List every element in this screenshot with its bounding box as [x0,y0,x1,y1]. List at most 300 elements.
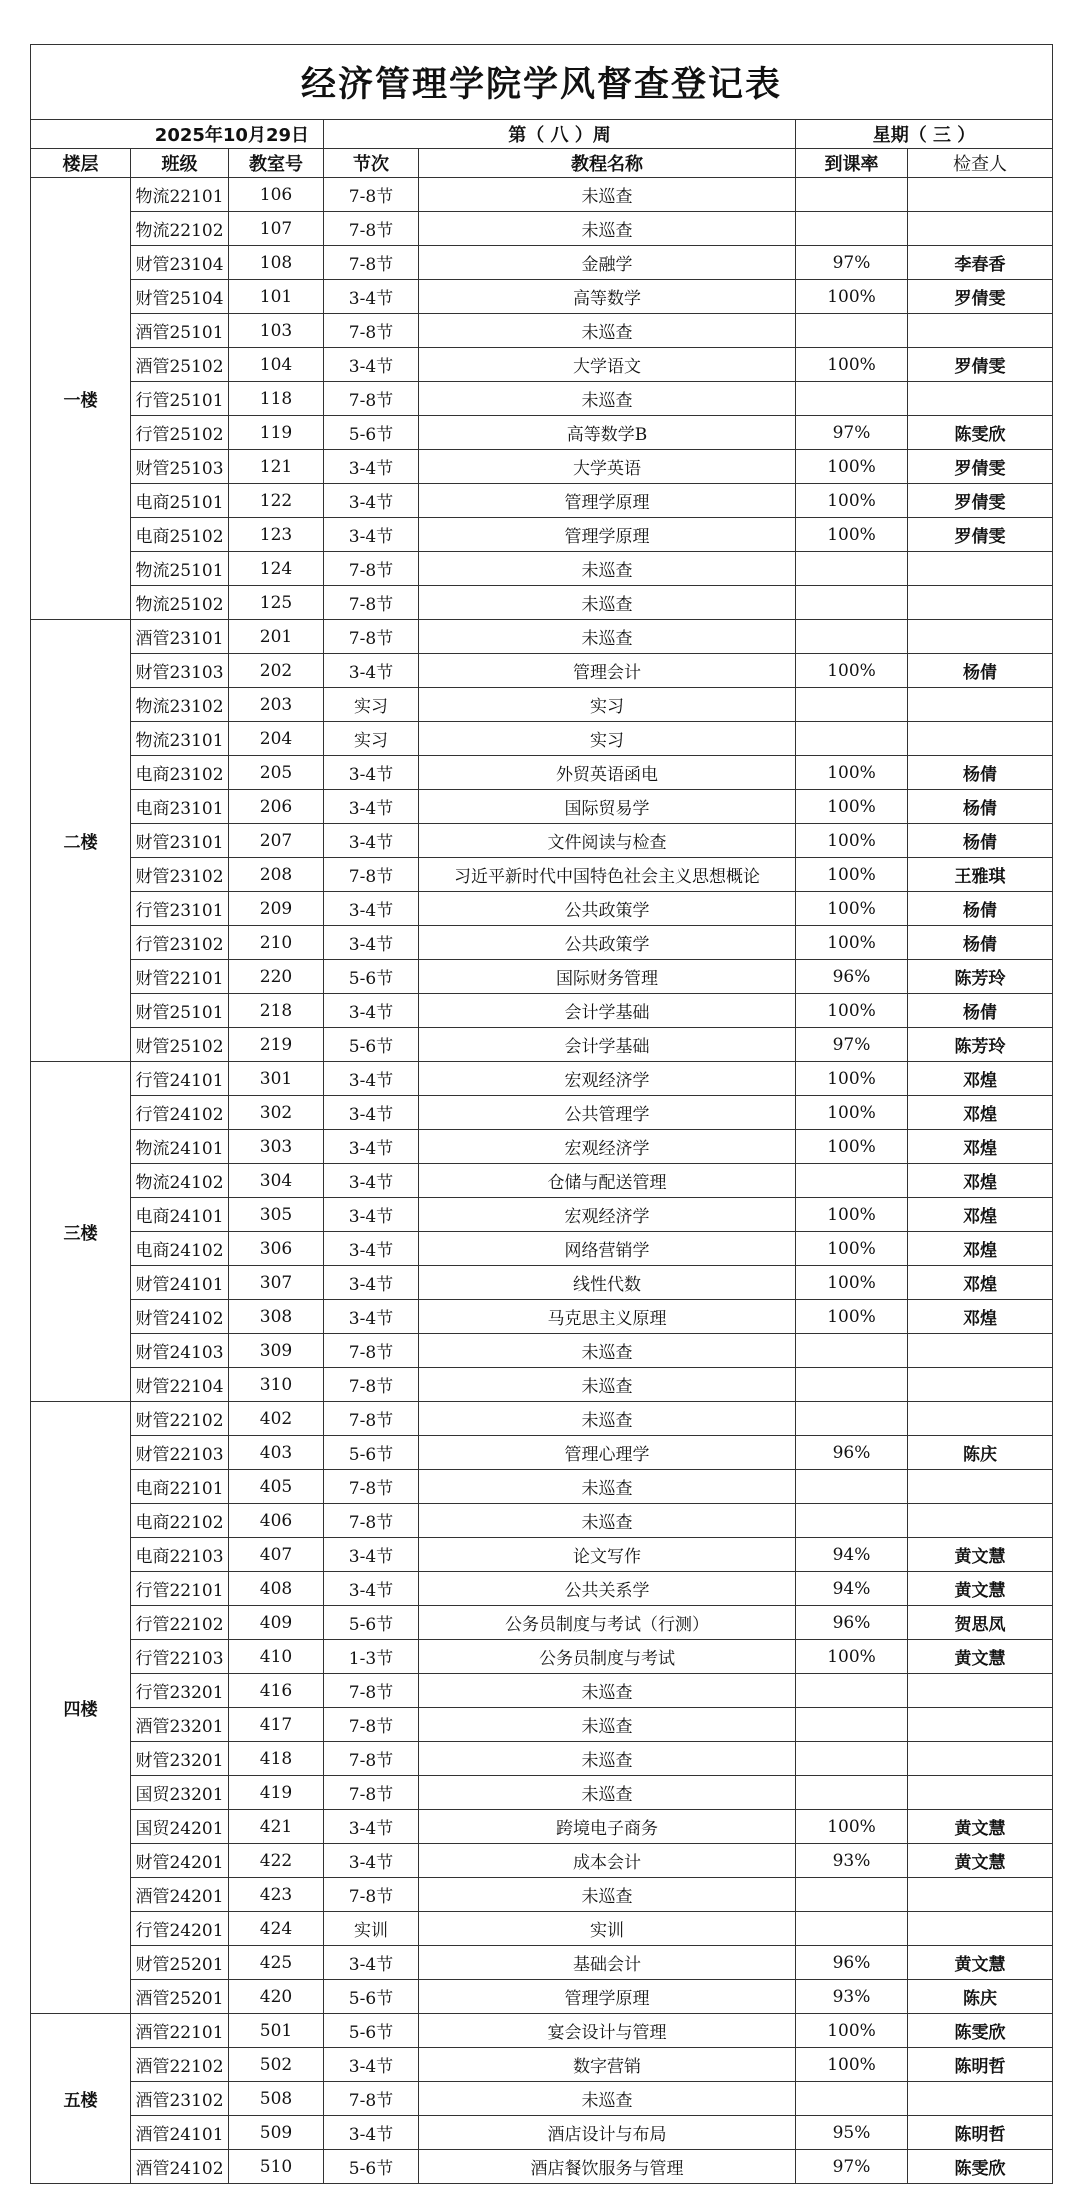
inspector-cell: 杨倩 [908,994,1053,1028]
attendance-cell: 96% [796,960,908,994]
room-cell: 125 [229,586,324,620]
class-cell: 财管23103 [131,654,229,688]
class-cell: 行管23201 [131,1674,229,1708]
attendance-cell [796,620,908,654]
inspector-cell [908,1402,1053,1436]
room-cell: 210 [229,926,324,960]
table-row [31,2014,1053,2048]
period-cell: 3-4节 [324,1198,419,1232]
period-cell: 3-4节 [324,2116,419,2150]
class-cell: 财管22103 [131,1436,229,1470]
table-row [31,790,1053,824]
table-row [31,994,1053,1028]
table-row [31,1810,1053,1844]
class-cell: 财管24201 [131,1844,229,1878]
attendance-cell: 100% [796,2048,908,2082]
inspection-table [30,44,1053,2184]
room-cell: 309 [229,1334,324,1368]
period-cell: 3-4节 [324,1130,419,1164]
inspector-cell [908,1708,1053,1742]
period-cell: 3-4节 [324,1810,419,1844]
class-cell: 财管22102 [131,1402,229,1436]
table-row [31,620,1053,654]
room-cell: 303 [229,1130,324,1164]
attendance-cell: 100% [796,518,908,552]
table-row [31,382,1053,416]
table-row [31,1912,1053,1946]
attendance-cell: 93% [796,1980,908,2014]
attendance-cell [796,212,908,246]
inspector-cell: 黄文慧 [908,1844,1053,1878]
period-cell: 3-4节 [324,1164,419,1198]
period-cell: 3-4节 [324,1572,419,1606]
attendance-cell [796,1674,908,1708]
floor-cell: 四楼 [31,1402,131,2014]
class-cell: 财管25104 [131,280,229,314]
room-cell: 208 [229,858,324,892]
course-cell: 外贸英语函电 [419,756,796,790]
room-cell: 104 [229,348,324,382]
room-cell: 218 [229,994,324,1028]
attendance-cell: 93% [796,1844,908,1878]
attendance-cell: 100% [796,1640,908,1674]
course-cell: 未巡查 [419,1470,796,1504]
class-cell: 财管25201 [131,1946,229,1980]
room-cell: 304 [229,1164,324,1198]
course-cell: 大学语文 [419,348,796,382]
course-cell: 未巡查 [419,314,796,348]
course-cell: 管理学原理 [419,518,796,552]
course-cell: 公共政策学 [419,892,796,926]
inspector-cell [908,1742,1053,1776]
inspector-cell: 邓煌 [908,1300,1053,1334]
room-cell: 419 [229,1776,324,1810]
room-cell: 403 [229,1436,324,1470]
course-cell: 文件阅读与检查 [419,824,796,858]
period-cell: 7-8节 [324,178,419,212]
attendance-cell: 100% [796,926,908,960]
attendance-cell [796,1708,908,1742]
table-row [31,246,1053,280]
room-cell: 121 [229,450,324,484]
inspector-cell: 邓煌 [908,1198,1053,1232]
room-cell: 204 [229,722,324,756]
room-cell: 510 [229,2150,324,2184]
table-row [31,1334,1053,1368]
floor-cell: 二楼 [31,620,131,1062]
course-cell: 公务员制度与考试 [419,1640,796,1674]
course-cell: 未巡查 [419,1878,796,1912]
course-cell: 公共政策学 [419,926,796,960]
room-cell: 509 [229,2116,324,2150]
room-cell: 209 [229,892,324,926]
table-row [31,1742,1053,1776]
table-row [31,1198,1053,1232]
inspector-cell: 陈雯欣 [908,416,1053,450]
course-cell: 未巡查 [419,1504,796,1538]
period-cell: 5-6节 [324,960,419,994]
table-row [31,1470,1053,1504]
course-cell: 未巡查 [419,1674,796,1708]
course-cell: 宏观经济学 [419,1198,796,1232]
course-cell: 国际财务管理 [419,960,796,994]
table-row [31,1028,1053,1062]
attendance-cell [796,1912,908,1946]
inspector-cell: 杨倩 [908,790,1053,824]
inspector-cell [908,1334,1053,1368]
class-cell: 电商25102 [131,518,229,552]
attendance-cell: 100% [796,484,908,518]
attendance-cell: 100% [796,994,908,1028]
course-cell: 公务员制度与考试（行测） [419,1606,796,1640]
inspector-cell [908,1674,1053,1708]
class-cell: 财管25102 [131,1028,229,1062]
inspector-cell: 贺思凤 [908,1606,1053,1640]
inspector-cell [908,1912,1053,1946]
class-cell: 物流24102 [131,1164,229,1198]
attendance-cell: 100% [796,654,908,688]
column-header-row [31,149,1053,178]
attendance-cell [796,1402,908,1436]
attendance-cell: 100% [796,450,908,484]
inspector-cell: 罗倩雯 [908,484,1053,518]
table-row [31,688,1053,722]
room-cell: 219 [229,1028,324,1062]
class-cell: 物流24101 [131,1130,229,1164]
class-cell: 电商24102 [131,1232,229,1266]
course-cell: 管理心理学 [419,1436,796,1470]
inspector-cell [908,382,1053,416]
header-room: 教室号 [229,149,324,178]
inspector-cell [908,1878,1053,1912]
room-cell: 122 [229,484,324,518]
room-cell: 301 [229,1062,324,1096]
period-cell: 1-3节 [324,1640,419,1674]
class-cell: 行管25102 [131,416,229,450]
table-row [31,416,1053,450]
class-cell: 物流22101 [131,178,229,212]
course-cell: 实习 [419,688,796,722]
class-cell: 电商23102 [131,756,229,790]
period-cell: 3-4节 [324,518,419,552]
class-cell: 电商22103 [131,1538,229,1572]
inspector-cell [908,1776,1053,1810]
room-cell: 108 [229,246,324,280]
class-cell: 酒管22101 [131,2014,229,2048]
table-row [31,1946,1053,1980]
room-cell: 308 [229,1300,324,1334]
room-cell: 118 [229,382,324,416]
period-cell: 5-6节 [324,1606,419,1640]
table-row [31,1164,1053,1198]
inspector-cell [908,722,1053,756]
table-row [31,348,1053,382]
table-row [31,586,1053,620]
period-cell: 3-4节 [324,1062,419,1096]
course-cell: 大学英语 [419,450,796,484]
class-cell: 酒管23201 [131,1708,229,1742]
period-cell: 5-6节 [324,416,419,450]
table-row [31,756,1053,790]
table-row [31,2116,1053,2150]
room-cell: 407 [229,1538,324,1572]
class-cell: 行管22101 [131,1572,229,1606]
class-cell: 财管23102 [131,858,229,892]
inspector-cell: 李春香 [908,246,1053,280]
class-cell: 财管22101 [131,960,229,994]
course-cell: 实习 [419,722,796,756]
period-cell: 7-8节 [324,1402,419,1436]
table-row [31,484,1053,518]
inspector-cell: 邓煌 [908,1096,1053,1130]
floor-cell: 五楼 [31,2014,131,2184]
room-cell: 207 [229,824,324,858]
attendance-cell: 100% [796,2014,908,2048]
attendance-cell: 97% [796,416,908,450]
room-cell: 201 [229,620,324,654]
class-cell: 财管24102 [131,1300,229,1334]
table-row [31,1300,1053,1334]
class-cell: 国贸23201 [131,1776,229,1810]
room-cell: 101 [229,280,324,314]
table-row [31,1674,1053,1708]
table-row [31,1232,1053,1266]
period-cell: 3-4节 [324,994,419,1028]
table-row [31,178,1053,212]
period-cell: 7-8节 [324,212,419,246]
table-row [31,1776,1053,1810]
period-cell: 7-8节 [324,1742,419,1776]
table-row [31,1640,1053,1674]
room-cell: 406 [229,1504,324,1538]
period-cell: 7-8节 [324,586,419,620]
room-cell: 119 [229,416,324,450]
class-cell: 行管23102 [131,926,229,960]
attendance-cell: 94% [796,1572,908,1606]
inspector-cell [908,314,1053,348]
table-row [31,450,1053,484]
inspector-cell: 陈芳玲 [908,960,1053,994]
class-cell: 酒管25101 [131,314,229,348]
room-cell: 305 [229,1198,324,1232]
period-cell: 7-8节 [324,1708,419,1742]
attendance-cell [796,1164,908,1198]
table-row [31,1436,1053,1470]
course-cell: 成本会计 [419,1844,796,1878]
class-cell: 酒管25102 [131,348,229,382]
attendance-cell: 96% [796,1946,908,1980]
inspector-cell [908,552,1053,586]
table-row [31,1402,1053,1436]
inspector-cell: 罗倩雯 [908,518,1053,552]
inspector-cell: 杨倩 [908,824,1053,858]
period-cell: 3-4节 [324,1946,419,1980]
period-cell: 3-4节 [324,892,419,926]
class-cell: 财管23101 [131,824,229,858]
attendance-cell [796,586,908,620]
attendance-cell: 100% [796,1096,908,1130]
course-cell: 未巡查 [419,382,796,416]
attendance-cell: 100% [796,790,908,824]
room-cell: 410 [229,1640,324,1674]
course-cell: 未巡查 [419,1334,796,1368]
class-cell: 酒管24201 [131,1878,229,1912]
inspector-cell: 邓煌 [908,1062,1053,1096]
room-cell: 421 [229,1810,324,1844]
class-cell: 行管24201 [131,1912,229,1946]
table-row [31,280,1053,314]
room-cell: 306 [229,1232,324,1266]
course-cell: 未巡查 [419,178,796,212]
room-cell: 418 [229,1742,324,1776]
class-cell: 物流22102 [131,212,229,246]
class-cell: 电商24101 [131,1198,229,1232]
table-row [31,1572,1053,1606]
class-cell: 酒管22102 [131,2048,229,2082]
inspector-cell: 杨倩 [908,654,1053,688]
period-cell: 5-6节 [324,1028,419,1062]
period-cell: 3-4节 [324,790,419,824]
course-cell: 未巡查 [419,1402,796,1436]
inspector-cell: 罗倩雯 [908,348,1053,382]
period-cell: 3-4节 [324,824,419,858]
inspector-cell: 陈庆 [908,1436,1053,1470]
class-cell: 酒管24102 [131,2150,229,2184]
attendance-cell [796,1504,908,1538]
table-row [31,2150,1053,2184]
week-number: 第（ 八 ）周 [324,120,796,149]
course-cell: 高等数学B [419,416,796,450]
inspector-cell [908,212,1053,246]
table-row [31,1368,1053,1402]
class-cell: 行管25101 [131,382,229,416]
class-cell: 酒管25201 [131,1980,229,2014]
course-cell: 未巡查 [419,212,796,246]
period-cell: 3-4节 [324,348,419,382]
class-cell: 电商22102 [131,1504,229,1538]
class-cell: 财管25103 [131,450,229,484]
attendance-cell: 100% [796,348,908,382]
attendance-cell: 100% [796,1130,908,1164]
inspector-cell: 邓煌 [908,1266,1053,1300]
room-cell: 310 [229,1368,324,1402]
attendance-cell: 94% [796,1538,908,1572]
course-cell: 未巡查 [419,1708,796,1742]
attendance-cell: 100% [796,1232,908,1266]
table-row [31,518,1053,552]
period-cell: 实习 [324,688,419,722]
attendance-cell: 96% [796,1436,908,1470]
class-cell: 财管25101 [131,994,229,1028]
table-row [31,1266,1053,1300]
room-cell: 420 [229,1980,324,2014]
header-floor: 楼层 [31,149,131,178]
floor-cell: 一楼 [31,178,131,620]
inspector-cell: 邓煌 [908,1232,1053,1266]
inspection-date: 2025年10月29日 [31,120,324,149]
period-cell: 7-8节 [324,1470,419,1504]
attendance-cell [796,688,908,722]
period-cell: 3-4节 [324,1266,419,1300]
table-row [31,1606,1053,1640]
period-cell: 3-4节 [324,2048,419,2082]
period-cell: 7-8节 [324,382,419,416]
class-cell: 行管24101 [131,1062,229,1096]
course-cell: 宏观经济学 [419,1130,796,1164]
table-row [31,960,1053,994]
inspector-cell: 杨倩 [908,926,1053,960]
room-cell: 405 [229,1470,324,1504]
inspector-cell: 陈明哲 [908,2116,1053,2150]
table-row [31,1504,1053,1538]
class-cell: 财管23201 [131,1742,229,1776]
course-cell: 宴会设计与管理 [419,2014,796,2048]
period-cell: 3-4节 [324,1096,419,1130]
inspector-cell [908,1504,1053,1538]
room-cell: 106 [229,178,324,212]
table-row [31,858,1053,892]
class-cell: 财管24103 [131,1334,229,1368]
header-class: 班级 [131,149,229,178]
room-cell: 103 [229,314,324,348]
inspector-cell: 杨倩 [908,756,1053,790]
course-cell: 未巡查 [419,586,796,620]
room-cell: 203 [229,688,324,722]
period-cell: 3-4节 [324,450,419,484]
room-cell: 501 [229,2014,324,2048]
attendance-cell: 97% [796,246,908,280]
header-attendance: 到课率 [796,149,908,178]
period-cell: 7-8节 [324,1504,419,1538]
period-cell: 5-6节 [324,1980,419,2014]
attendance-cell [796,1742,908,1776]
course-cell: 线性代数 [419,1266,796,1300]
inspector-cell: 陈雯欣 [908,2014,1053,2048]
course-cell: 会计学基础 [419,1028,796,1062]
course-cell: 论文写作 [419,1538,796,1572]
table-row [31,314,1053,348]
inspector-cell [908,620,1053,654]
course-cell: 未巡查 [419,552,796,586]
inspector-cell: 黄文慧 [908,1810,1053,1844]
table-body [31,178,1053,2184]
inspector-cell [908,586,1053,620]
table-row [31,2048,1053,2082]
room-cell: 502 [229,2048,324,2082]
course-cell: 国际贸易学 [419,790,796,824]
table-row [31,1062,1053,1096]
attendance-cell [796,1776,908,1810]
room-cell: 202 [229,654,324,688]
course-cell: 基础会计 [419,1946,796,1980]
room-cell: 124 [229,552,324,586]
table-row [31,1708,1053,1742]
course-cell: 网络营销学 [419,1232,796,1266]
period-cell: 3-4节 [324,280,419,314]
period-cell: 7-8节 [324,858,419,892]
inspector-cell: 罗倩雯 [908,280,1053,314]
period-cell: 7-8节 [324,620,419,654]
inspector-cell: 罗倩雯 [908,450,1053,484]
class-cell: 财管22104 [131,1368,229,1402]
period-cell: 7-8节 [324,2082,419,2116]
period-cell: 3-4节 [324,1844,419,1878]
class-cell: 国贸24201 [131,1810,229,1844]
attendance-cell [796,552,908,586]
attendance-cell [796,1878,908,1912]
inspector-cell [908,2082,1053,2116]
class-cell: 行管22102 [131,1606,229,1640]
